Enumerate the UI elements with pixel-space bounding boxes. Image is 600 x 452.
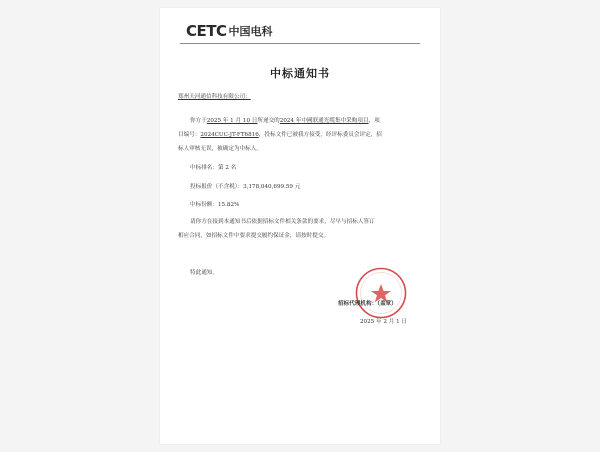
logo-mark: CETC	[186, 22, 227, 40]
para1-line2-pre: 目编号：	[178, 132, 201, 138]
header-divider	[180, 43, 420, 44]
seal-shape	[357, 269, 406, 318]
para1-line1-mid: 所递交的	[257, 118, 280, 124]
paragraph-2-line-2: 相应合同，如招标文件中要求提交履约保证金，请按时提交。	[178, 233, 330, 239]
signature-date: 2025 年 2 月 1 日	[360, 319, 408, 325]
rank-value: 第 2 名	[217, 165, 237, 171]
cetc-logo	[186, 22, 273, 40]
share-value: 15.82%	[217, 202, 240, 208]
rank-row	[190, 165, 236, 172]
rank-label: 中标排名：	[190, 165, 218, 171]
document-page	[160, 8, 440, 444]
share-label: 中标份额：	[190, 202, 218, 208]
project-name: 2024 年中國联通光缆集中采购项目	[279, 118, 369, 124]
logo-chinese-name: 中国电科	[228, 25, 273, 38]
paragraph-1-line-3: 标人审核无误，被确定为中标人。	[178, 146, 262, 152]
project-code: 2024CUC-JT-FT6816	[200, 132, 259, 138]
paragraph-1-line-2	[178, 132, 382, 139]
official-seal	[354, 266, 408, 320]
para1-line1-post: ，项	[368, 118, 380, 124]
price-value: 3,178,040,699.59 元	[243, 184, 301, 190]
submission-date: 2025 年 1 月 10 日	[206, 118, 258, 124]
para1-line2-post: ，投标文件已被我方接受，经评标委员会评定，招	[258, 132, 382, 138]
addressee: 郑州天河通信科技有限公司：	[178, 94, 251, 100]
price-label: 投标报价（不含税）：	[190, 184, 244, 190]
paragraph-2-line-1: 请你方在接到本通知书后依据招标文件相关条款的要求，尽早与招标人签订	[190, 219, 375, 225]
para1-line1-pre: 你方于	[190, 118, 207, 124]
share-row	[190, 202, 239, 209]
closing-text: 特此通知。	[190, 270, 218, 276]
document-title: 中标通知书	[270, 67, 330, 80]
signature-organization: 招标代理机构：（盖章）	[338, 301, 397, 307]
price-row	[190, 184, 300, 191]
paragraph-1-line-1	[190, 118, 380, 125]
